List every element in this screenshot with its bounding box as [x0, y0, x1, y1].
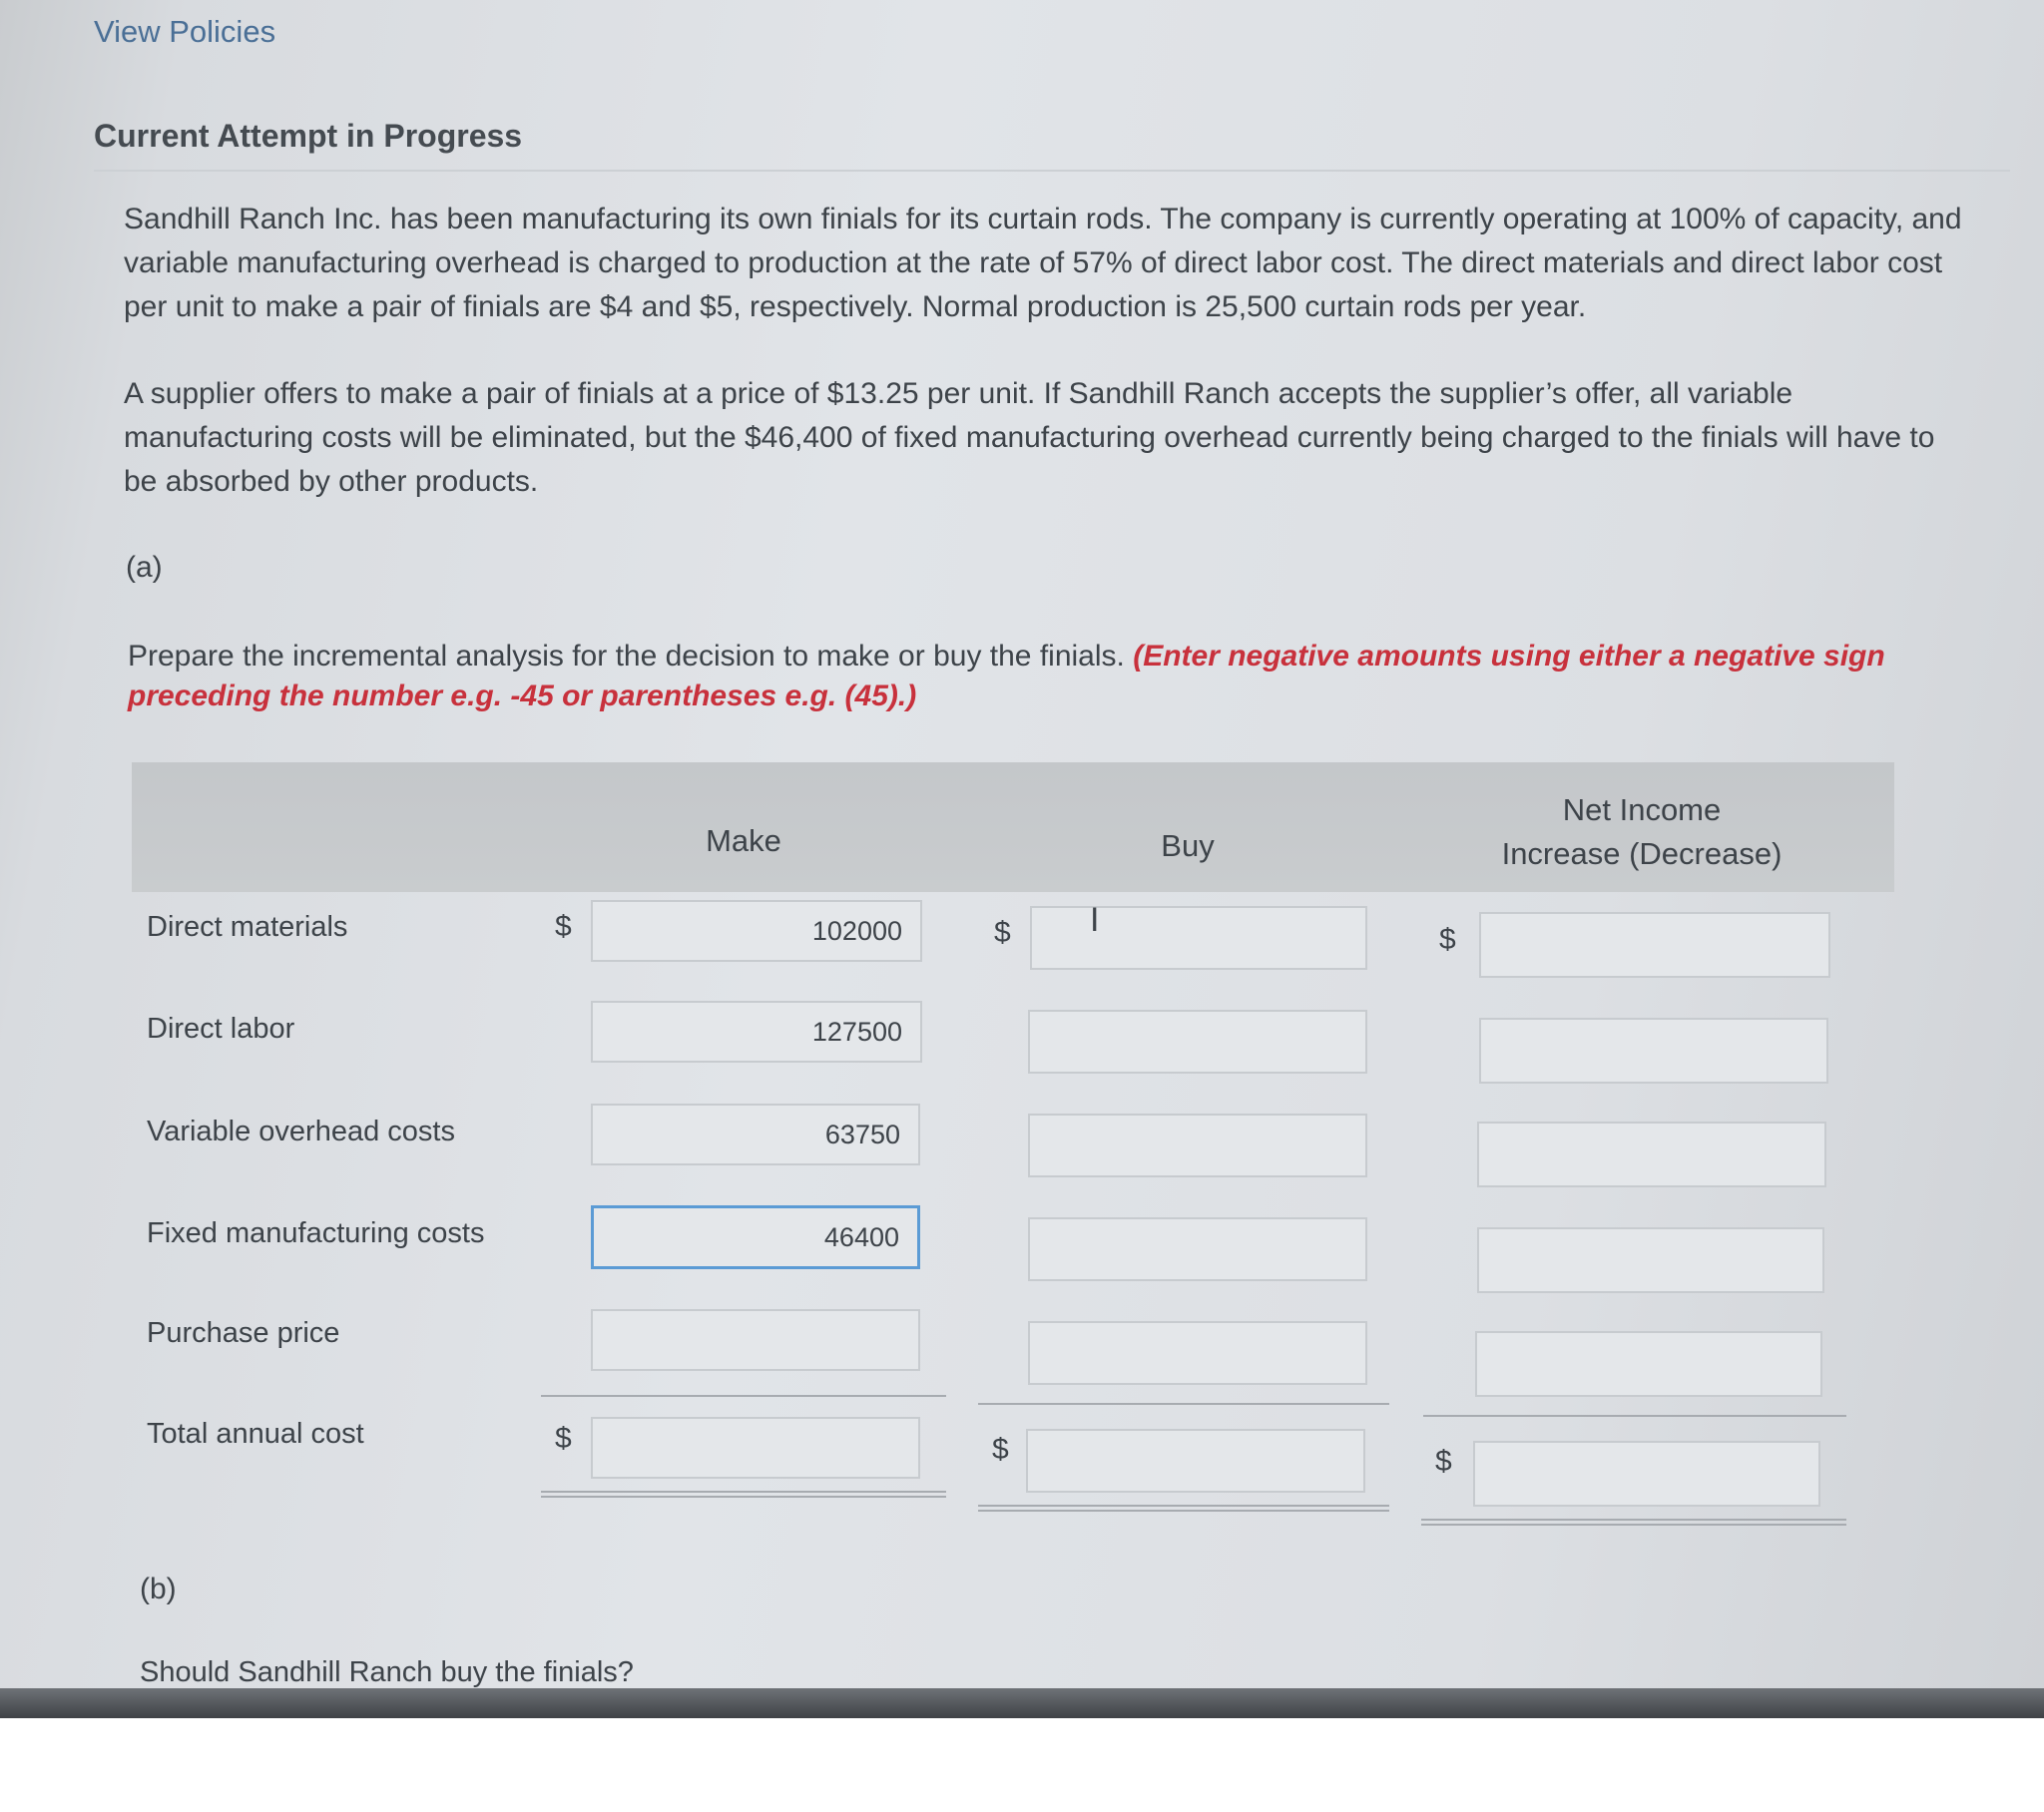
buy-direct-materials-input[interactable]	[1030, 906, 1367, 970]
net-fixed-manufacturing-input[interactable]	[1477, 1227, 1824, 1293]
net-variable-overhead-input[interactable]	[1477, 1122, 1826, 1187]
make-direct-labor-input[interactable]	[591, 1001, 922, 1063]
net-purchase-price-input[interactable]	[1475, 1331, 1822, 1397]
row-label-purchase-price: Purchase price	[147, 1317, 340, 1349]
net-direct-labor-input[interactable]	[1479, 1018, 1828, 1084]
dollar-sign: $	[555, 1422, 572, 1455]
column-header-net-income	[1437, 788, 1846, 876]
make-total-annual-cost-input[interactable]	[591, 1417, 920, 1479]
section-divider	[94, 170, 2010, 172]
buy-total-annual-cost-input[interactable]	[1026, 1429, 1365, 1493]
part-b-label: (b)	[140, 1573, 177, 1605]
make-variable-overhead-input[interactable]	[591, 1104, 920, 1165]
part-a-instruction	[128, 637, 1964, 716]
make-purchase-price-input[interactable]	[591, 1309, 920, 1371]
dollar-sign: $	[1435, 1445, 1452, 1478]
row-label-direct-labor: Direct labor	[147, 1013, 295, 1045]
dollar-sign: $	[994, 916, 1011, 949]
net-direct-materials-input[interactable]	[1479, 912, 1830, 978]
total-double-rule-net	[1421, 1519, 1846, 1526]
subtotal-rule-buy	[978, 1403, 1389, 1405]
total-double-rule-make	[541, 1491, 946, 1498]
net-income-line-1: Net Income	[1562, 792, 1722, 827]
part-a-label: (a)	[126, 551, 163, 584]
view-policies-link[interactable]: View Policies	[94, 14, 276, 49]
row-label-fixed-manufacturing: Fixed manufacturing costs	[147, 1217, 485, 1249]
make-fixed-manufacturing-input[interactable]	[591, 1205, 920, 1269]
instruction-text: Prepare the incremental analysis for the decision to make or buy the finials.	[128, 640, 1125, 673]
net-income-line-2: Increase (Decrease)	[1501, 836, 1783, 871]
buy-variable-overhead-input[interactable]	[1028, 1114, 1367, 1177]
subtotal-rule-make	[541, 1395, 946, 1397]
part-b-question: Should Sandhill Ranch buy the finials?	[140, 1656, 634, 1688]
make-direct-materials-input[interactable]	[591, 900, 922, 962]
text-cursor-icon: I	[1090, 901, 1100, 939]
screen-bottom-edge	[0, 1688, 2044, 1718]
row-label-direct-materials: Direct materials	[147, 911, 348, 943]
negative-amount-note: (Enter negative amounts using either a negative sign preceding the number e.g. -45 or parentheses e.g. (45).)	[128, 640, 1885, 712]
buy-purchase-price-input[interactable]	[1028, 1321, 1367, 1385]
buy-direct-labor-input[interactable]	[1028, 1010, 1367, 1074]
row-label-total-annual-cost: Total annual cost	[147, 1418, 364, 1450]
subtotal-rule-net	[1423, 1415, 1846, 1417]
column-header-make: Make	[706, 823, 781, 858]
row-label-variable-overhead: Variable overhead costs	[147, 1116, 455, 1147]
dollar-sign: $	[1439, 923, 1456, 956]
dollar-sign: $	[992, 1433, 1009, 1466]
column-header-buy: Buy	[1161, 828, 1215, 863]
buy-fixed-manufacturing-input[interactable]	[1028, 1217, 1367, 1281]
total-double-rule-buy	[978, 1505, 1389, 1512]
problem-paragraph-1: Sandhill Ranch Inc. has been manufacturing its own finials for its curtain rods. The company is currently operating at 100% of capacity, and variable manufacturing overhead is charged to production at the rate of 57% of direct labor cost. The direct materials and direct labor cost per unit to make a pair of finials are $4 and $5, respectively. Normal production is 25,500 curtain rods per year.	[124, 203, 1962, 323]
dollar-sign: $	[555, 910, 572, 943]
attempt-title: Current Attempt in Progress	[94, 118, 523, 154]
problem-paragraph-2: A supplier offers to make a pair of finials at a price of $13.25 per unit. If Sandhill Ranch accepts the supplier’s offer, all variable manufacturing costs will be eliminated, but the $46,400 of fixed manufacturing overhead currently being charged to the finials will have to be absorbed by other products.	[124, 377, 1935, 498]
net-total-annual-cost-input[interactable]	[1473, 1441, 1820, 1507]
